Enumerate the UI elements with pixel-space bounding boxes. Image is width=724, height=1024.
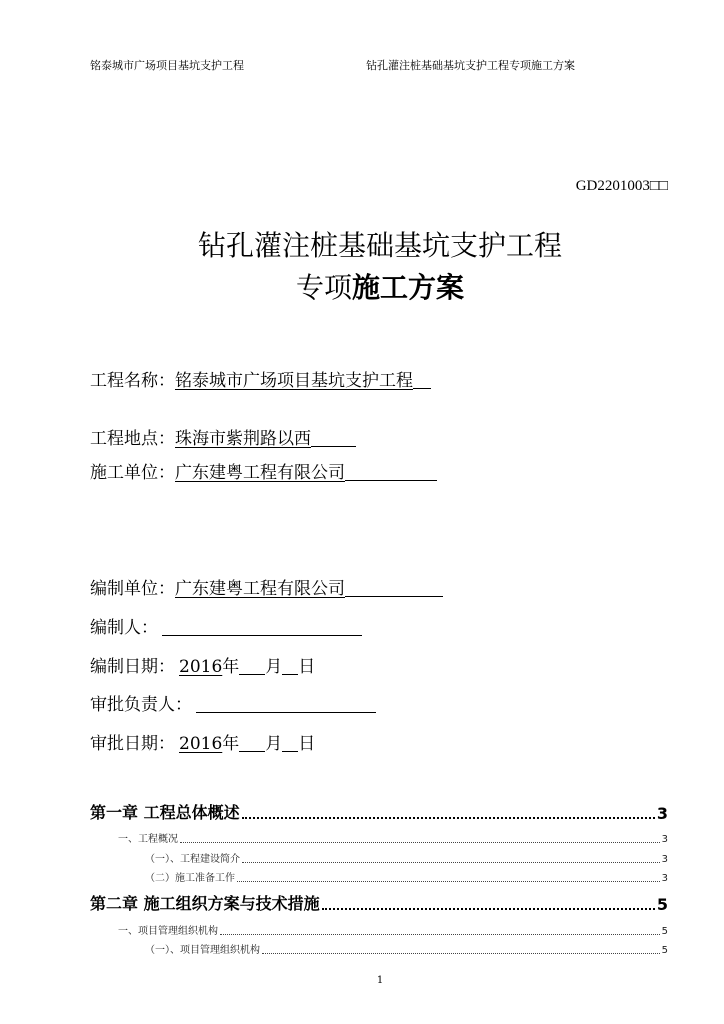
toc-page: 5 (661, 945, 668, 956)
field-project-name (90, 366, 431, 391)
approver-blank[interactable] (196, 698, 376, 713)
title-line-2 (0, 266, 724, 306)
toc-page: 3 (656, 804, 668, 823)
value: 广东建粤工程有限公司 (175, 463, 345, 483)
field-location (90, 424, 356, 449)
toc-entry-chapter-2[interactable] (0, 891, 668, 914)
day-unit: 日 (298, 657, 316, 677)
toc-text: 第二章 施工组织方案与技术措施 (90, 894, 320, 913)
toc-text: 一、工程概况 (118, 834, 178, 845)
year-unit: 年 (222, 734, 240, 754)
toc-entry[interactable] (0, 830, 668, 845)
field-approve-date (90, 729, 315, 754)
month-unit: 月 (265, 734, 283, 754)
day-unit: 日 (298, 734, 316, 754)
toc-page: 3 (661, 834, 668, 845)
label: 工程地点： (90, 429, 175, 449)
page-number: 1 (376, 975, 384, 986)
toc-text: 一、项目管理组织机构 (118, 926, 218, 937)
header-left: 铭泰城市广场项目基坑支护工程 (90, 59, 244, 72)
toc-page: 5 (661, 926, 668, 937)
value: 铭泰城市广场项目基坑支护工程 (175, 371, 413, 391)
field-compile-date (90, 652, 315, 677)
header-right: 钻孔灌注桩基础基坑支护工程专项施工方案 (366, 59, 575, 72)
toc-text: （一）、项目管理组织机构 (145, 945, 260, 956)
label: 审批负责人： (90, 695, 192, 715)
field-approver (90, 690, 376, 715)
value: 广东建粤工程有限公司 (175, 579, 345, 599)
year: 2016 (179, 657, 223, 677)
toc-text: （二）施工准备工作 (145, 873, 235, 884)
month-unit: 月 (265, 657, 283, 677)
compiler-blank[interactable] (162, 621, 362, 636)
field-contractor (90, 458, 437, 483)
toc-entry[interactable] (0, 941, 668, 956)
label: 工程名称： (90, 371, 175, 391)
title-bold: 施工方案 (352, 271, 465, 304)
title-light: 专项 (295, 271, 352, 304)
toc-page: 3 (661, 854, 668, 865)
toc-page: 5 (656, 895, 668, 914)
document-code: GD2201003□□ (575, 178, 668, 194)
label: 施工单位： (90, 463, 175, 483)
value: 珠海市紫荆路以西 (175, 429, 311, 449)
year: 2016 (179, 734, 223, 754)
toc-entry[interactable] (0, 922, 668, 937)
field-compiler (90, 613, 362, 638)
toc-text: （一）、工程建设简介 (145, 854, 240, 865)
toc-page: 3 (661, 873, 668, 884)
label: 审批日期： (90, 734, 175, 754)
title-line-1: 钻孔灌注桩基础基坑支护工程 (197, 229, 562, 262)
toc-text: 第一章 工程总体概述 (90, 803, 240, 822)
toc-entry[interactable] (0, 850, 668, 865)
toc-entry-chapter-1[interactable] (0, 800, 668, 823)
toc-entry[interactable] (0, 869, 668, 884)
field-compiler-unit (90, 574, 443, 599)
label: 编制单位： (90, 579, 175, 599)
label: 编制日期： (90, 657, 175, 677)
year-unit: 年 (222, 657, 240, 677)
label: 编制人： (90, 618, 158, 638)
